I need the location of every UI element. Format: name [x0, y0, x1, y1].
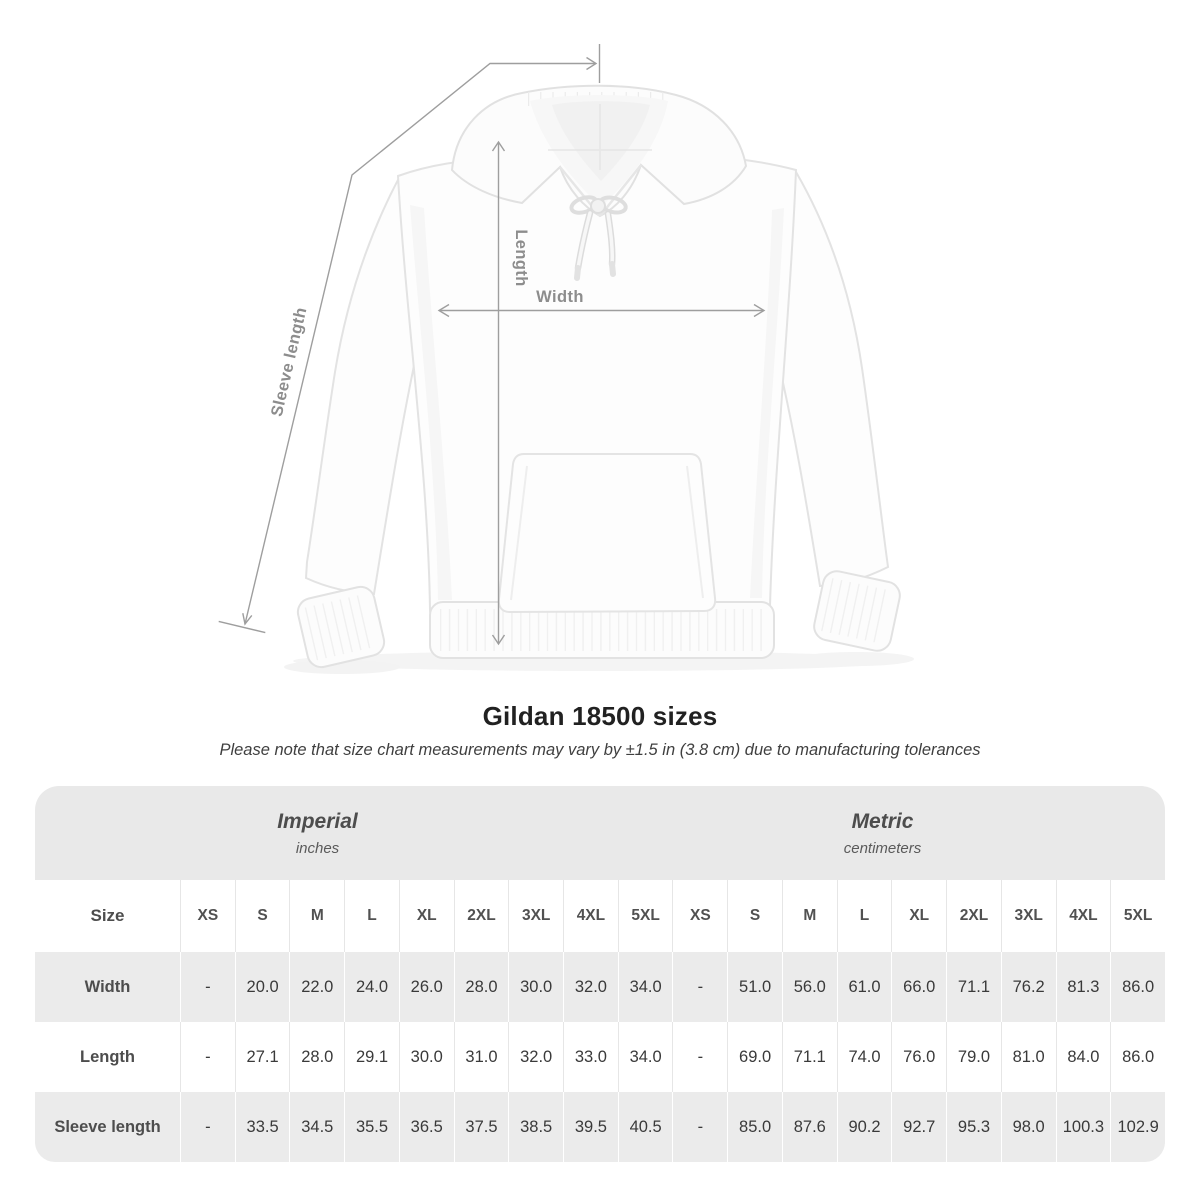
metric-size-header: M	[782, 880, 837, 952]
value-cell: 40.5	[618, 1092, 673, 1162]
value-cell: 66.0	[891, 952, 946, 1022]
value-cell: 27.1	[235, 1022, 290, 1092]
value-cell: 69.0	[727, 1022, 782, 1092]
value-cell: 29.1	[344, 1022, 399, 1092]
imperial-unit-label: inches	[295, 839, 340, 857]
page-title: Gildan 18500 sizes	[482, 701, 718, 731]
value-cell: 81.0	[1001, 1022, 1056, 1092]
value-cell: 22.0	[289, 952, 344, 1022]
imperial-size-header: XS	[180, 880, 235, 952]
value-cell: -	[180, 1022, 235, 1092]
value-cell: 90.2	[837, 1092, 892, 1162]
value-cell: 61.0	[837, 952, 892, 1022]
row-label: Length	[80, 1047, 135, 1066]
metric-size-header: 2XL	[946, 880, 1001, 952]
value-cell: 39.5	[563, 1092, 618, 1162]
table-row-sleeve-length	[35, 1092, 1165, 1162]
value-cell: 33.5	[235, 1092, 290, 1162]
cuff-shadow-right	[798, 652, 914, 666]
sleeve-dimension-label: Sleeve length	[267, 305, 311, 419]
metric-size-header: L	[837, 880, 892, 952]
value-cell: 74.0	[837, 1022, 892, 1092]
metric-size-header: 5XL	[1110, 880, 1165, 952]
value-cell: -	[672, 1022, 727, 1092]
imperial-group-header	[35, 786, 600, 880]
value-cell: 28.0	[454, 952, 509, 1022]
value-cell: 79.0	[946, 1022, 1001, 1092]
value-cell: 36.5	[399, 1092, 454, 1162]
value-cell: 28.0	[289, 1022, 344, 1092]
row-label: Width	[84, 977, 131, 996]
metric-size-header: XS	[672, 880, 727, 952]
value-cell: 24.0	[344, 952, 399, 1022]
width-dimension-label: Width	[536, 288, 584, 306]
value-cell: 34.5	[289, 1092, 344, 1162]
metric-size-header: 4XL	[1056, 880, 1111, 952]
sleeve-end-tick-bottom	[219, 621, 266, 632]
size-header-row	[35, 880, 1165, 952]
metric-unit-label: centimeters	[843, 839, 922, 857]
value-cell: 81.3	[1056, 952, 1111, 1022]
value-cell: 102.9	[1110, 1092, 1165, 1162]
imperial-size-header: L	[344, 880, 399, 952]
value-cell: 87.6	[782, 1092, 837, 1162]
value-cell: 76.2	[1001, 952, 1056, 1022]
tolerance-note: Please note that size chart measurements may vary by ±1.5 in (3.8 cm) due to manufacturing tolerances	[219, 741, 981, 759]
row-label: Sleeve length	[54, 1117, 161, 1136]
value-cell: 20.0	[235, 952, 290, 1022]
value-cell: 51.0	[727, 952, 782, 1022]
imperial-size-header: 4XL	[563, 880, 618, 952]
value-cell: 37.5	[454, 1092, 509, 1162]
value-cell: -	[672, 1092, 727, 1162]
imperial-size-header: S	[235, 880, 290, 952]
metric-size-header: XL	[891, 880, 946, 952]
value-cell: 85.0	[727, 1092, 782, 1162]
value-cell: -	[180, 952, 235, 1022]
value-cell: 98.0	[1001, 1092, 1056, 1162]
value-cell: 86.0	[1110, 1022, 1165, 1092]
imperial-size-header: M	[289, 880, 344, 952]
imperial-size-header: 2XL	[454, 880, 509, 952]
value-cell: 31.0	[454, 1022, 509, 1092]
value-cell: 35.5	[344, 1092, 399, 1162]
length-dimension-label: Length	[512, 229, 530, 287]
value-cell: -	[672, 952, 727, 1022]
value-cell: 30.0	[399, 1022, 454, 1092]
size-table	[35, 786, 1165, 1162]
value-cell: 33.0	[563, 1022, 618, 1092]
value-cell: 38.5	[508, 1092, 563, 1162]
imperial-size-header: 5XL	[618, 880, 673, 952]
value-cell: 76.0	[891, 1022, 946, 1092]
imperial-size-header: XL	[399, 880, 454, 952]
value-cell: 100.3	[1056, 1092, 1111, 1162]
metric-label: Metric	[851, 809, 914, 833]
value-cell: 71.1	[946, 952, 1001, 1022]
value-cell: 92.7	[891, 1092, 946, 1162]
table-row-width	[35, 952, 1165, 1022]
metric-size-header: 3XL	[1001, 880, 1056, 952]
hood	[452, 86, 746, 216]
value-cell: 56.0	[782, 952, 837, 1022]
value-cell: 71.1	[782, 1022, 837, 1092]
table-row-length	[35, 1022, 1165, 1092]
value-cell: 84.0	[1056, 1022, 1111, 1092]
value-cell: 34.0	[618, 952, 673, 1022]
imperial-label: Imperial	[277, 809, 358, 833]
value-cell: 95.3	[946, 1092, 1001, 1162]
value-cell: 26.0	[399, 952, 454, 1022]
imperial-size-header: 3XL	[508, 880, 563, 952]
value-cell: 34.0	[618, 1022, 673, 1092]
value-cell: 86.0	[1110, 952, 1165, 1022]
size-corner-header: Size	[90, 906, 125, 925]
right-cuff	[812, 569, 903, 654]
kangaroo-pocket	[499, 454, 715, 612]
value-cell: -	[180, 1092, 235, 1162]
metric-group-header	[600, 786, 1165, 880]
unit-system-band	[35, 786, 1165, 880]
value-cell: 32.0	[508, 1022, 563, 1092]
value-cell: 32.0	[563, 952, 618, 1022]
metric-size-header: S	[727, 880, 782, 952]
value-cell: 30.0	[508, 952, 563, 1022]
hoodie-illustration	[284, 86, 914, 674]
